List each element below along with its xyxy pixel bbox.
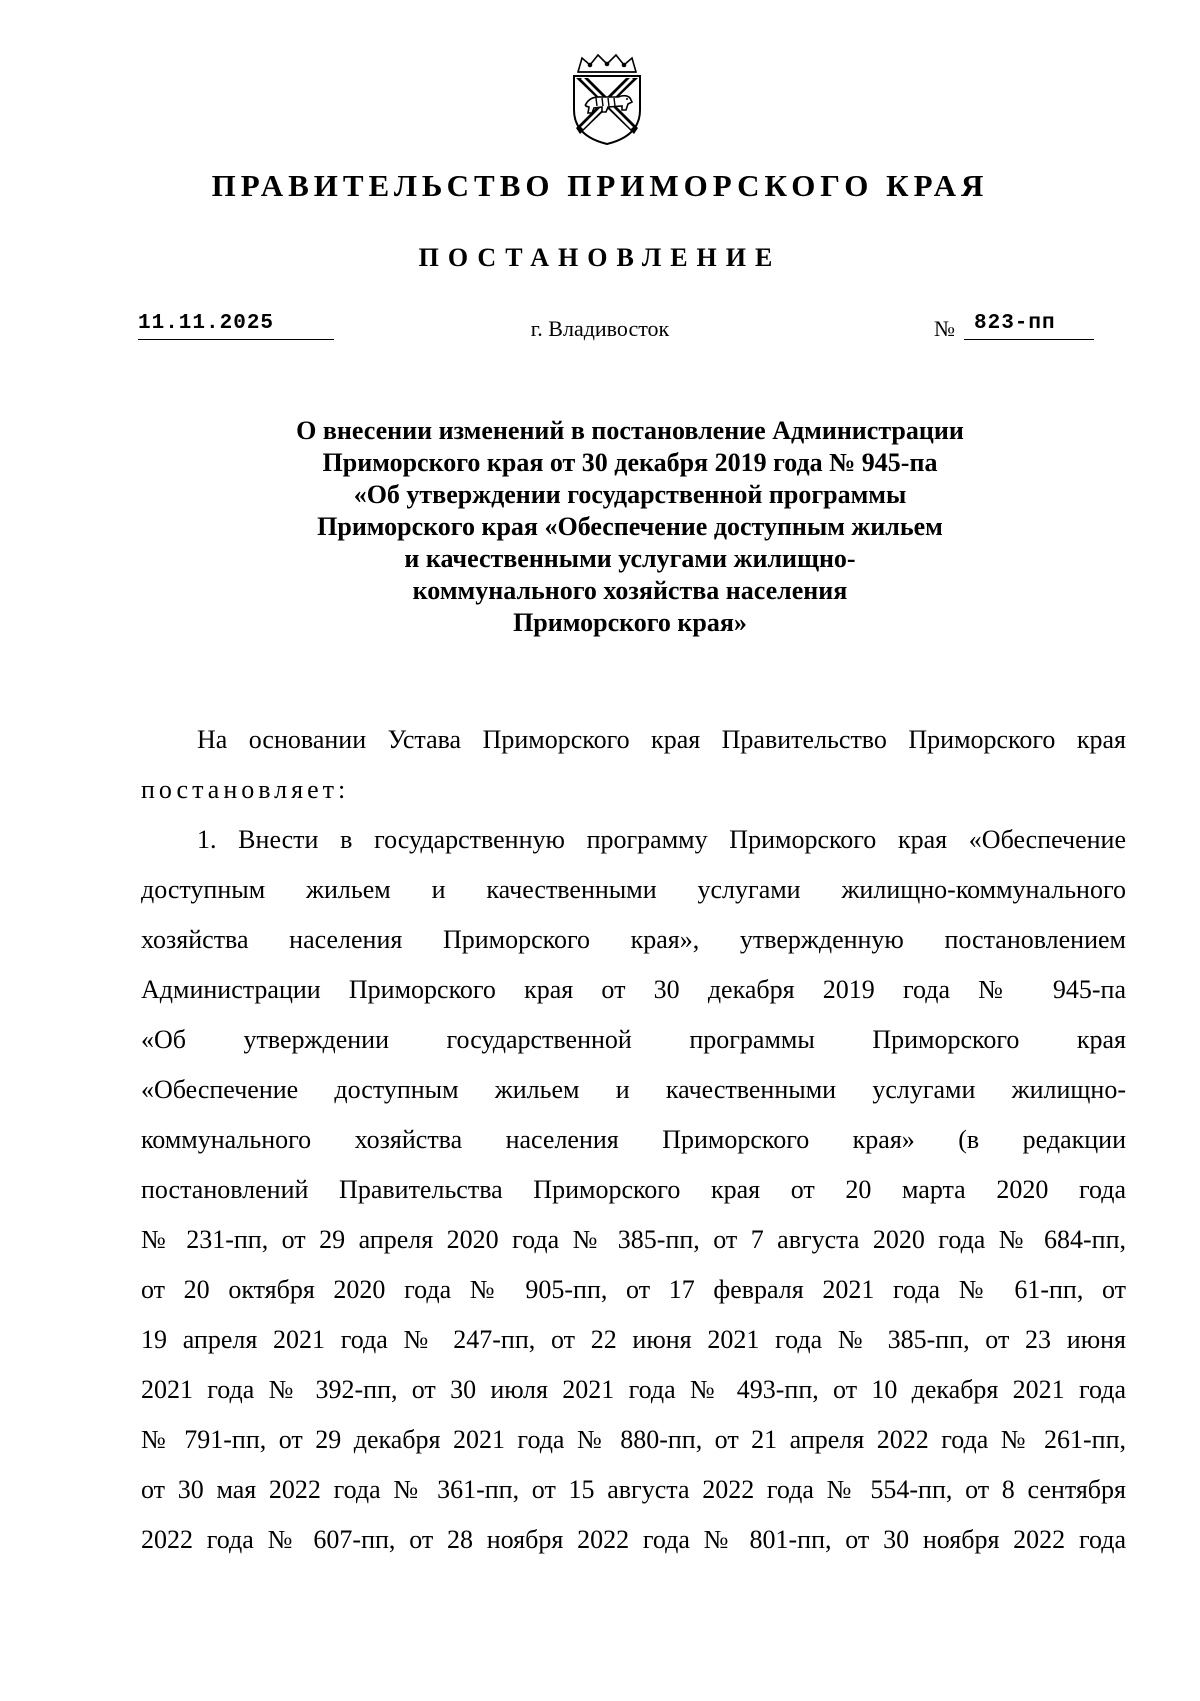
document-number-block (934, 312, 1056, 342)
heading-line: «Об утверждении государственной программы (353, 480, 907, 509)
paragraph-line: от 20 октября 2020 года № 905-пп, от 17 февраля 2021 года № 61-пп, от (141, 1275, 1126, 1304)
paragraph-line: Администрации Приморского края от 30 декабря 2019 года № 945-па (141, 975, 1126, 1004)
decree-word: постановляет: (141, 775, 350, 804)
intro-text: На основании Устава Приморского края Правительство Приморского края (197, 725, 1126, 754)
intro-paragraph (141, 715, 1126, 815)
paragraph-line: хозяйства населения Приморского края», утвержденную постановлением (141, 925, 1126, 954)
paragraph-line: 2021 года № 392-пп, от 30 июля 2021 года № 493-пп, от 10 декабря 2021 года (141, 1375, 1126, 1404)
heading-line: Приморского края от 30 декабря 2019 года № 945-па (322, 448, 938, 477)
paragraph-line: от 30 мая 2022 года № 361-пп, от 15 августа 2022 года № 554-пп, от 8 сентября (141, 1475, 1126, 1504)
crown-shape (578, 55, 636, 72)
paragraph-line: 19 апреля 2021 года № 247-пп, от 22 июня 2021 года № 385-пп, от 23 июня (141, 1325, 1126, 1354)
heading-line: коммунального хозяйства населения (412, 576, 848, 605)
document-city: г. Владивосток (530, 316, 670, 341)
paragraph-line: № 231-пп, от 29 апреля 2020 года № 385-пп, от 7 августа 2020 года № 684-пп, (141, 1225, 1126, 1254)
heading-line: Приморского края «Обеспечение доступным жильем (317, 512, 943, 541)
heading-line: и качественными услугами жилищно- (404, 544, 856, 573)
paragraph-line: «Об утверждении государственной программы Приморского края (141, 1025, 1126, 1054)
coat-of-arms-icon (568, 52, 646, 146)
heading-line: Приморского края» (513, 608, 747, 637)
document-meta-row (0, 312, 1200, 352)
document-date: 11.11.2025 (138, 312, 334, 340)
paragraph-line: 2022 года № 607-пп, от 28 ноября 2022 года № 801-пп, от 30 ноября 2022 года (141, 1525, 1126, 1554)
paragraph-line: постановлений Правительства Приморского края от 20 марта 2020 года (141, 1175, 1126, 1204)
paragraph-line: «Обеспечение доступным жильем и качественными услугами жилищно- (141, 1075, 1126, 1104)
heading-line: О внесении изменений в постановление Администрации (296, 416, 964, 445)
paragraph-line: № 791-пп, от 29 декабря 2021 года № 880-пп, от 21 апреля 2022 года № 261-пп, (141, 1425, 1126, 1454)
number-sign: № (934, 316, 955, 341)
document-type: ПОСТАНОВЛЕНИЕ (418, 243, 782, 272)
document-heading (160, 415, 1100, 639)
document-number: 823-пп (964, 312, 1094, 340)
paragraph-line: 1. Внести в государственную программу Приморского края «Обеспечение (197, 825, 1126, 854)
item-1-paragraph (141, 815, 1126, 1565)
government-title: ПРАВИТЕЛЬСТВО ПРИМОРСКОГО КРАЯ (211, 168, 989, 203)
paragraph-line: коммунального хозяйства населения Приморского края» (в редакции (141, 1125, 1126, 1154)
paragraph-line: доступным жильем и качественными услугами жилищно-коммунального (141, 875, 1126, 904)
